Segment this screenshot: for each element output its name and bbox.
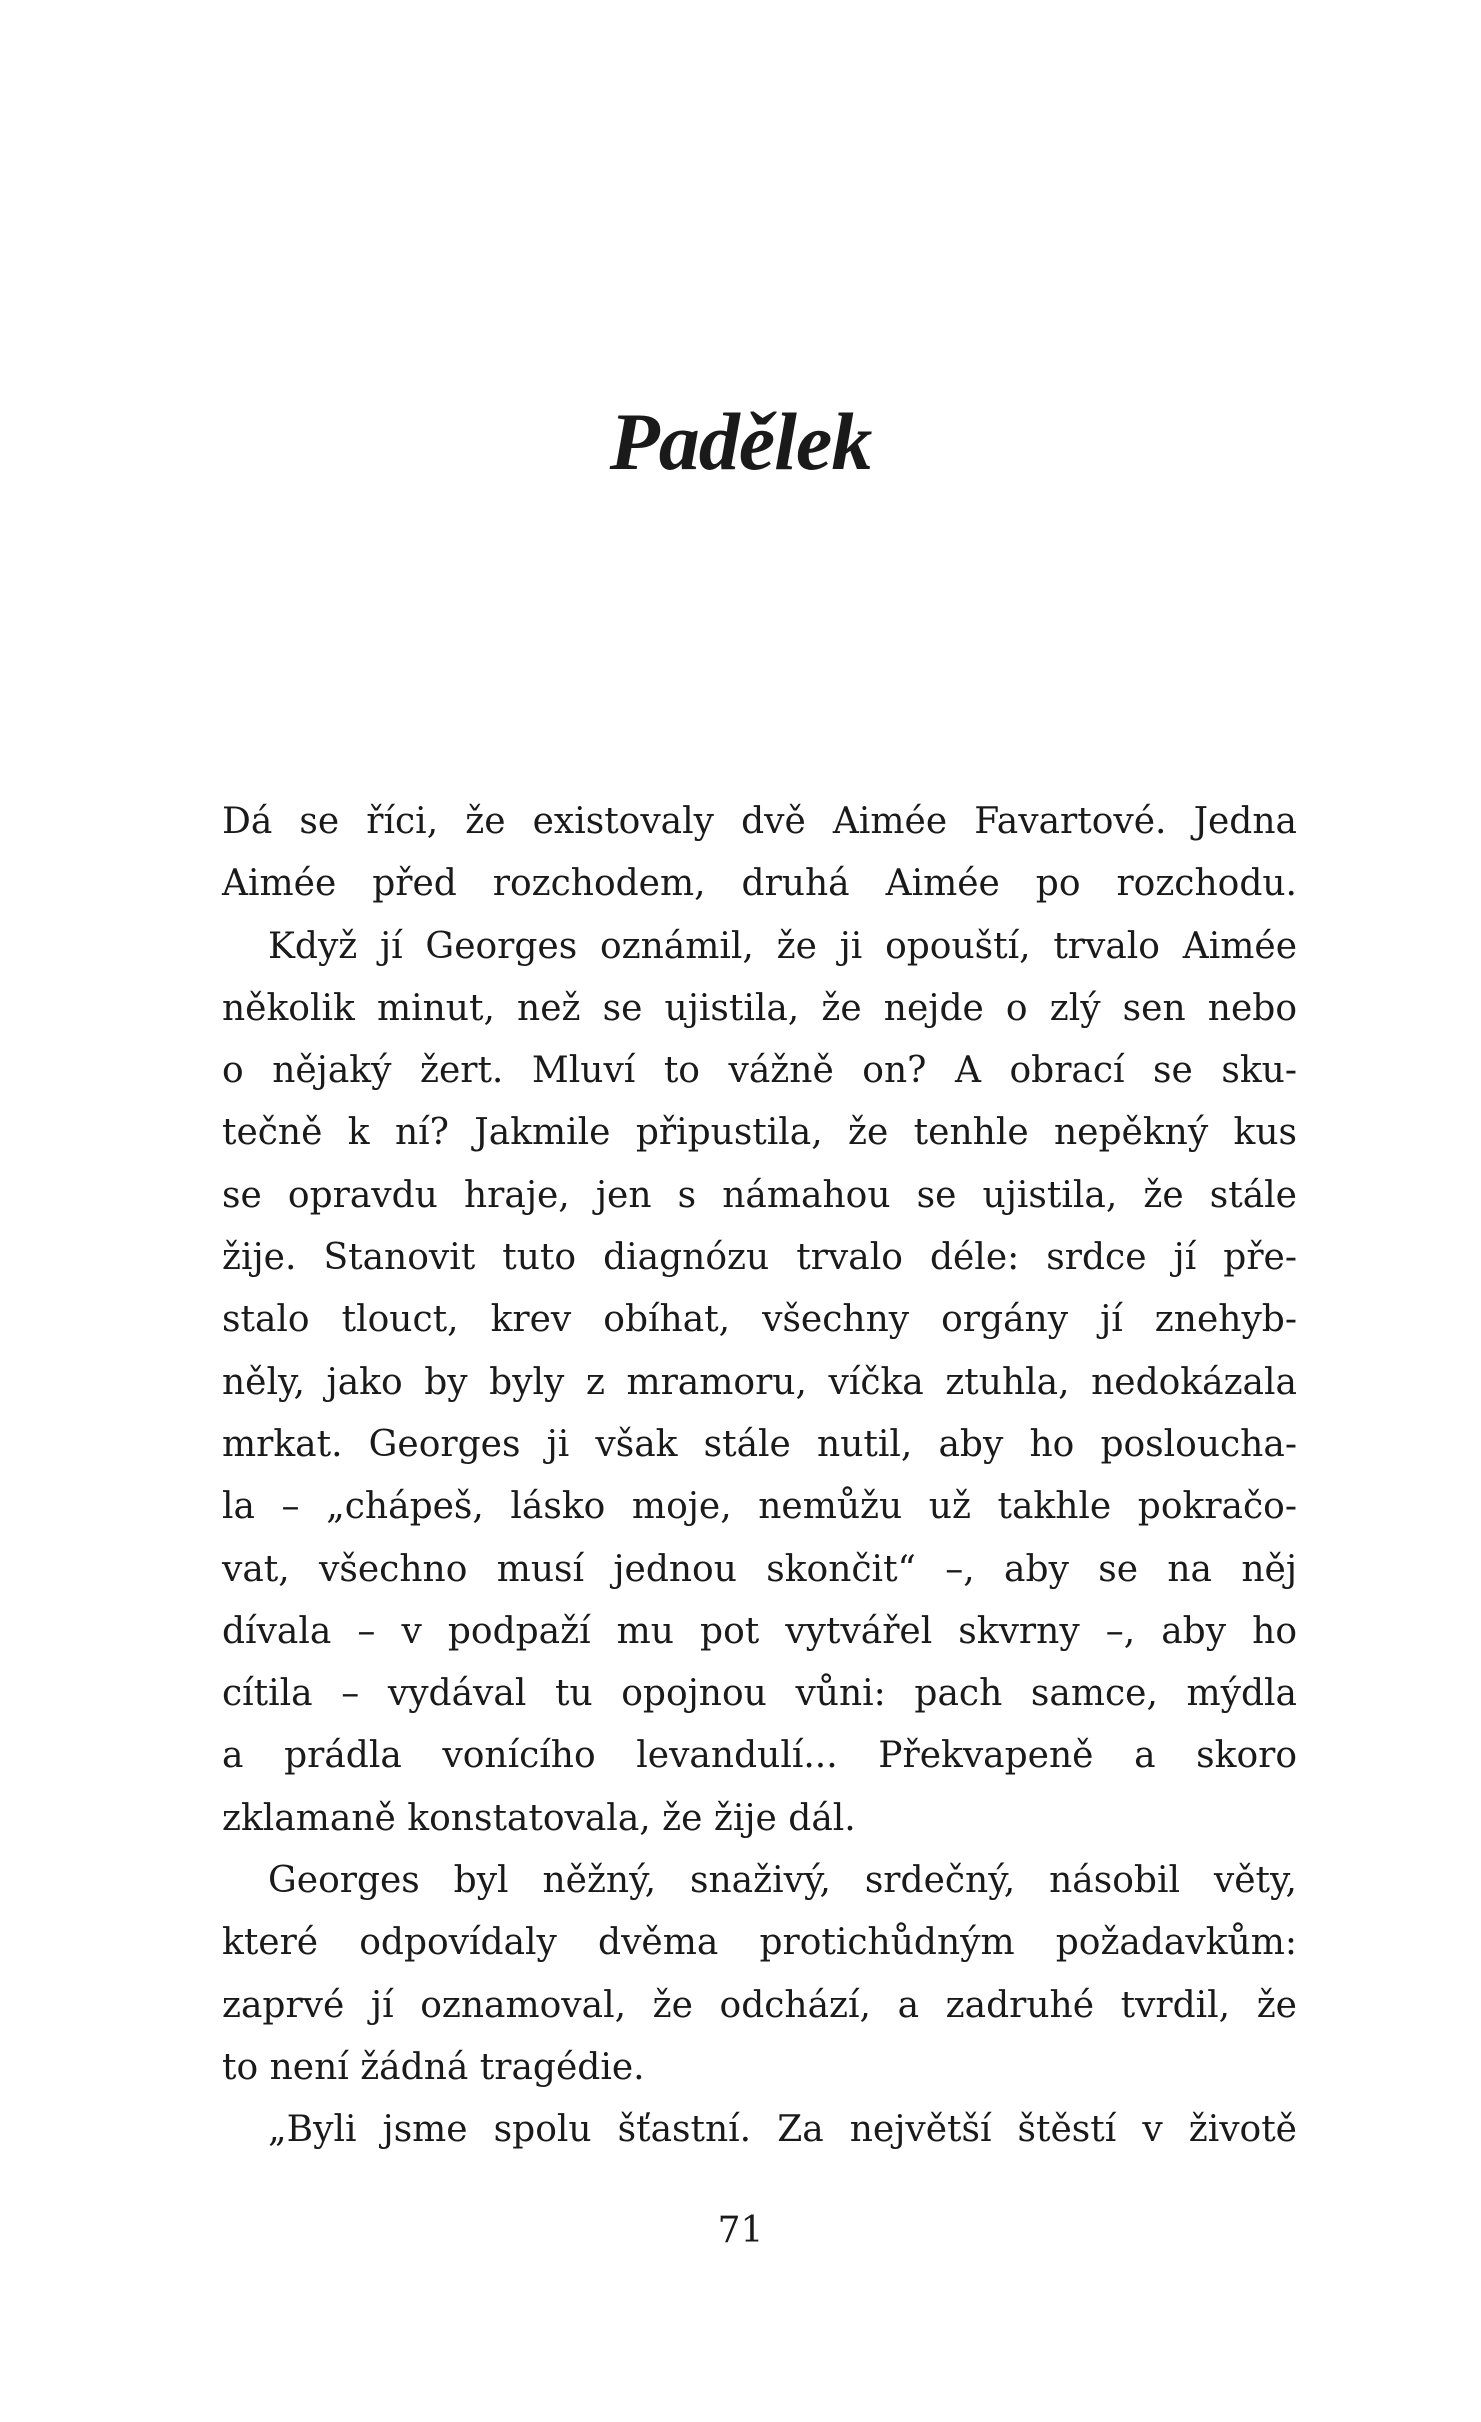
text-line: Georges byl něžný, snaživý, srdečný, násobil věty,	[268, 1860, 1297, 1902]
text-line: dívala – v podpaží mu pot vytvářel skvrny –, aby ho	[222, 1610, 1297, 1652]
text-line: Když jí Georges oznámil, že ji opouští, trvalo Aimée	[268, 925, 1297, 967]
text-line: žije. Stanovit tuto diagnózu trvalo déle: srdce jí pře-	[222, 1237, 1297, 1279]
text-line: mrkat. Georges ji však stále nutil, aby ho poslouchа-	[222, 1423, 1297, 1465]
text-line: to není žádná tragédie.	[222, 2046, 645, 2088]
text-line: zklamaně konstatovala, že žije dál.	[222, 1797, 856, 1839]
text-line: které odpovídaly dvěma protichůdným požadavkům:	[222, 1922, 1297, 1964]
chapter-body-text	[222, 791, 1297, 2162]
text-line: vat, všechno musí jednou skončit“ –, aby se na něj	[222, 1548, 1297, 1590]
text-line: něly, jako by byly z mramoru, víčka ztuhla, nedokázala	[222, 1361, 1297, 1403]
text-line: Aimée před rozchodem, druhá Aimée po rozchodu.	[222, 863, 1297, 905]
text-line: la – „chápeš, lásko moje, nemůžu už takhle pokračo-	[222, 1486, 1297, 1528]
text-line: o nějaký žert. Mluví to vážně on? A obrací se sku-	[222, 1050, 1297, 1092]
text-line: Dá se říci, že existovaly dvě Aimée Favartové. Jedna	[222, 801, 1297, 842]
page-number: 71	[717, 2210, 764, 2251]
text-line: zaprvé jí oznamoval, že odchází, a zadruhé tvrdil, že	[222, 1984, 1297, 2026]
chapter-title: Padělek	[609, 396, 872, 487]
text-line: tečně k ní? Jakmile připustila, že tenhle nepěkný kus	[222, 1112, 1297, 1154]
text-line: cítila – vydával tu opojnou vůni: pach samce, mýdla	[222, 1673, 1297, 1715]
text-line: několik minut, než se ujistila, že nejde o zlý sen nebo	[222, 987, 1297, 1029]
text-line: „Byli jsme spolu šťastní. Za největší štěstí v životě	[268, 2109, 1297, 2151]
text-line: stalo tlouct, krev obíhat, všechny orgány jí znehyb-	[222, 1299, 1297, 1341]
text-line: a prádla vonícího levandulí... Překvapeně a skoro	[222, 1735, 1297, 1777]
text-line: se opravdu hraje, jen s námahou se ujistila, že stále	[222, 1174, 1297, 1216]
